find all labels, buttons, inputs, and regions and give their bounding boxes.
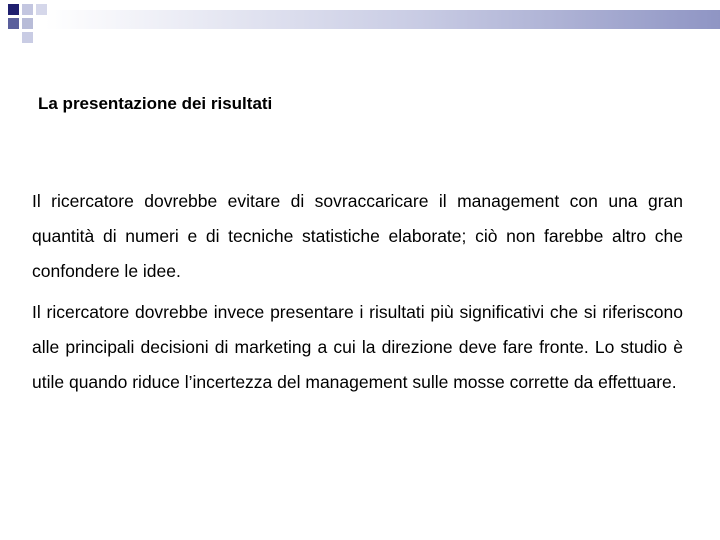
deco-square-dark xyxy=(8,4,19,15)
deco-square-dark xyxy=(8,18,19,29)
deco-square-light xyxy=(22,18,33,29)
header-gradient-band xyxy=(45,10,720,29)
deco-square-light xyxy=(36,4,47,15)
deco-square-light xyxy=(22,4,33,15)
slide-body xyxy=(32,184,683,406)
paragraph: Il ricercatore dovrebbe invece presentare i risultati più significativi che si riferiscono alle principali decisioni di marketing a cui la direzione deve fare fronte. Lo studio è utile quando riduce l’incertezza del management sulle mosse corrette da effettuare. xyxy=(32,302,683,392)
slide-title: La presentazione dei risultati xyxy=(38,94,273,113)
deco-square-light xyxy=(22,32,33,43)
paragraph: Il ricercatore dovrebbe evitare di sovraccaricare il management con una gran quantità di numeri e di tecniche statistiche elaborate; ciò non farebbe altro che confondere le idee. xyxy=(32,191,683,281)
decorative-header xyxy=(0,0,720,50)
